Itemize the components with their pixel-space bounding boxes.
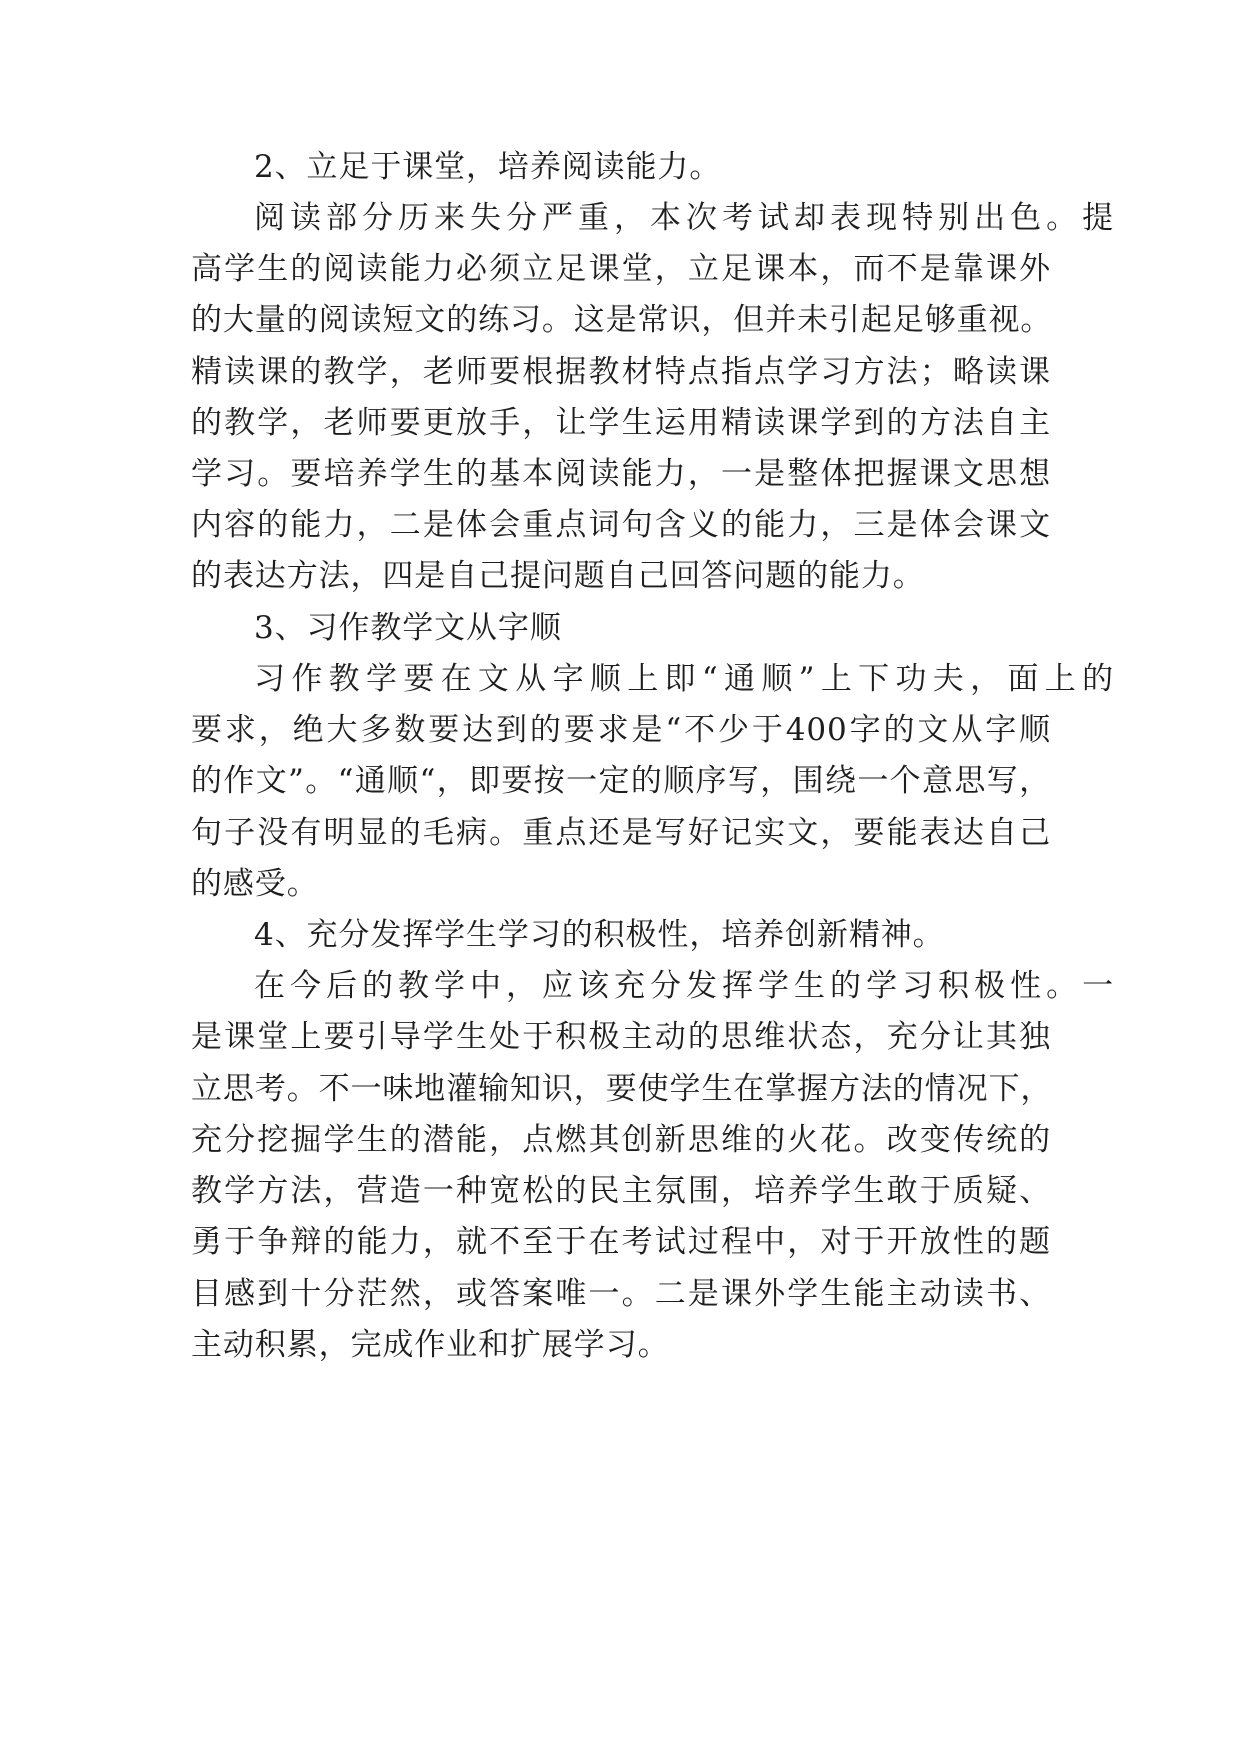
paragraph-line: 的作文”。“通顺“，即要按一定的顺序写，围绕一个意思写，	[191, 763, 1051, 799]
paragraph-line: 是课堂上要引导学生处于积极主动的思维状态，充分让其独	[191, 1019, 1051, 1055]
paragraph-line: 学习。要培养学生的基本阅读能力，一是整体把握课文思想	[191, 456, 1051, 492]
paragraph-line: 内容的能力，二是体会重点词句含义的能力，三是体会课文	[191, 507, 1051, 543]
heading-student-initiative: 4、充分发挥学生学习的积极性，培养创新精神。	[254, 917, 945, 953]
heading-reading-ability: 2、立足于课堂，培养阅读能力。	[254, 149, 722, 185]
paragraph-line: 精读课的教学，老师要根据教材特点指点学习方法；略读课	[191, 354, 1051, 390]
paragraph-line: 的教学，老师要更放手，让学生运用精读课学到的方法自主	[191, 405, 1051, 441]
paragraph-line: 要求，绝大多数要达到的要求是“不少于400字的文从字顺	[191, 712, 1051, 748]
paragraph-line: 的感受。	[191, 866, 319, 902]
paragraph-line: 目感到十分茫然，或答案唯一。二是课外学生能主动读书、	[191, 1276, 1051, 1312]
paragraph-line: 高学生的阅读能力必须立足课堂，立足课本，而不是靠课外	[191, 251, 1051, 287]
paragraph-line: 习作教学要在文从字顺上即“通顺”上下功夫，面上的	[254, 661, 1114, 697]
paragraph-line: 句子没有明显的毛病。重点还是写好记实文，要能表达自己	[191, 815, 1051, 851]
paragraph-line: 的表达方法，四是自己提问题自己回答问题的能力。	[191, 558, 925, 594]
heading-writing-teaching: 3、习作教学文从字顺	[254, 610, 562, 646]
paragraph-line: 主动积累，完成作业和扩展学习。	[191, 1327, 670, 1363]
paragraph-line: 立思考。不一味地灌输知识，要使学生在掌握方法的情况下，	[191, 1071, 1053, 1107]
paragraph-line: 充分挖掘学生的潜能，点燃其创新思维的火花。改变传统的	[191, 1122, 1051, 1158]
paragraph-line: 在今后的教学中，应该充分发挥学生的学习积极性。一	[254, 968, 1114, 1004]
document-page	[191, 0, 1114, 1754]
paragraph-line: 的大量的阅读短文的练习。这是常识，但并未引起足够重视。	[191, 302, 1053, 338]
paragraph-line: 勇于争辩的能力，就不至于在考试过程中，对于开放性的题	[191, 1224, 1051, 1260]
paragraph-line: 阅读部分历来失分严重，本次考试却表现特别出色。提	[254, 200, 1114, 236]
paragraph-line: 教学方法，营造一种宽松的民主氛围，培养学生敢于质疑、	[191, 1173, 1051, 1209]
